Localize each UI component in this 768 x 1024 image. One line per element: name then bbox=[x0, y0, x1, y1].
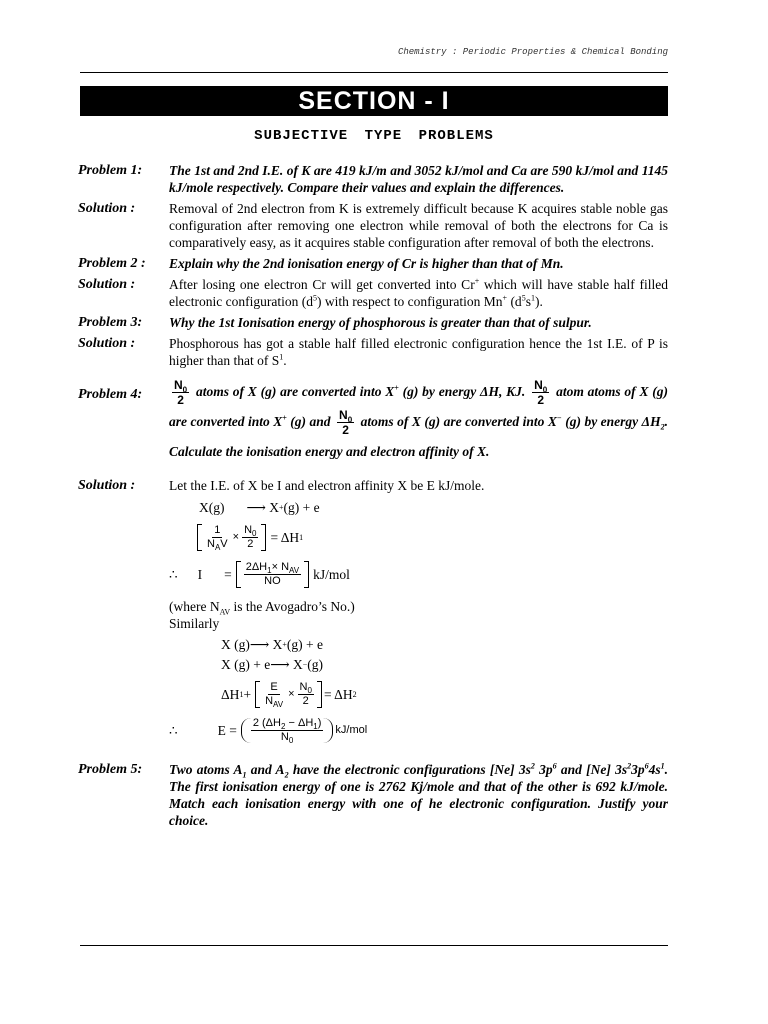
fraction-n0-over-2: $\frac{N_0}{2}$ bbox=[534, 378, 548, 408]
problem-5-label: Problem 5: bbox=[78, 762, 143, 777]
solution-2 bbox=[78, 276, 668, 310]
solution-4-body bbox=[169, 477, 668, 746]
running-head: Chemistry : Periodic Properties & Chemical Bonding bbox=[397, 47, 668, 57]
problem-1 bbox=[78, 162, 668, 196]
equation-dh1: $\frac{1}{N_AV}$ × $\frac{N_0}{2}$ = ΔH 1 bbox=[169, 524, 668, 551]
solution-4 bbox=[78, 477, 668, 746]
similarly-text: Similarly bbox=[169, 616, 220, 631]
solution-4-label: Solution : bbox=[78, 478, 136, 493]
fraction-n0-over-2: $\frac{N_0}{2}$ bbox=[339, 408, 353, 438]
problem-4-text: $\frac{N_0}{2}$ atoms of X (g) are converted into X+ (g) by energy ΔH, KJ. $\frac{N_0}{2}$ atom atoms of X (g) are converted into X+ (g) and $\frac{N_0}{2}$ atoms of X (g) are converted into X− (g) by energy $\Delta H_2$. Calculate the ionisation energy and electron affinity of X. bbox=[169, 378, 669, 459]
where-note: (where $N_{AV}$ is the Avogadro’s No.) bbox=[169, 599, 355, 617]
solution-3-label: Solution : bbox=[78, 336, 136, 351]
problem-3 bbox=[78, 314, 668, 331]
equation-dh2: ΔH 1 + $\frac{E}{N_{AV}}$ × $\frac{N_0}{2}$ = ΔH 2 bbox=[221, 681, 357, 710]
problem-2-text: Explain why the 2nd ionisation energy of Cr is higher than that of Mn. bbox=[169, 256, 564, 271]
problem-5-text: Two atoms $A_1$ and $A_2$ have the electronic configurations [Ne] $3s^2$ $3p^6$ and [Ne] $3s^23p^64s^1$. The first ionisation energy of one is 2762 Kj/mole and that of the other is 692 kJ/mole. Match each ionisation energy with one of he electronic configuration. Justify your choice. bbox=[169, 761, 669, 828]
bottom-rule bbox=[80, 945, 668, 946]
problem-1-text: The 1st and 2nd I.E. of K are 419 kJ/m and 3052 kJ/mol and Ca are 590 kJ/mol and 1145 kJ/mole respectively. Compare their values and explain the differences. bbox=[169, 163, 668, 195]
problem-1-label: Problem 1: bbox=[78, 163, 143, 178]
solution-1-text: Removal of 2nd electron from K is extremely difficult because K acquires stable noble gas configuration after removing one electron while removal of both the electrons for Ca is comparatively easy, as it acquires stable configuration after removal of both the electrons. bbox=[169, 201, 668, 250]
solution-4-intro: Let the I.E. of X be I and electron affinity X be E kJ/mole. bbox=[169, 478, 485, 493]
equation-ionisation-2: X (g)⟶ X + (g) + e bbox=[221, 637, 323, 652]
top-rule bbox=[80, 72, 668, 73]
problem-5 bbox=[78, 761, 668, 829]
problem-3-label: Problem 3: bbox=[78, 315, 143, 330]
problem-4-label: Problem 4: bbox=[78, 387, 143, 402]
solution-2-label: Solution : bbox=[78, 277, 136, 292]
solution-2-text: After losing one electron Cr will get converted into Cr+ which will have stable half filled electronic configuration $(d^5)$ with respect to configuration Mn+ $(d^5s^1)$. bbox=[169, 276, 668, 309]
equation-ionisation: X(g) ⟶ X + (g) + e bbox=[199, 500, 320, 515]
problem-3-text: Why the 1st Ionisation energy of phosphorous is greater than that of sulpur. bbox=[169, 315, 592, 330]
problems bbox=[78, 162, 668, 829]
solution-1-label: Solution : bbox=[78, 201, 136, 216]
solution-3-text: Phosphorous has got a stable half filled electronic configuration hence the 1st I.E. of P is higher than that of $S^1$. bbox=[169, 336, 668, 368]
problem-2-label: Problem 2 : bbox=[78, 256, 146, 271]
solution-3 bbox=[78, 335, 668, 369]
equation-ie: ∴ I = $\frac{2\Delta H_1\times N_{AV}}{NO}$ kJ/mol bbox=[169, 561, 350, 587]
problem-2 bbox=[78, 255, 668, 272]
equation-electron-affinity: X (g) + e⟶ X − (g) bbox=[221, 657, 323, 672]
fraction-n0-over-2: $\frac{N_0}{2}$ bbox=[174, 378, 188, 408]
problem-4 bbox=[78, 377, 668, 467]
section-title: SECTION - I bbox=[80, 86, 668, 116]
solution-1 bbox=[78, 200, 668, 251]
subtitle: SUBJECTIVE TYPE PROBLEMS bbox=[254, 128, 494, 144]
equation-ea: ∴ E = $\frac{2 (\Delta H_2 - \Delta H_1)}{N_0}$ kJ/mol bbox=[169, 717, 368, 746]
